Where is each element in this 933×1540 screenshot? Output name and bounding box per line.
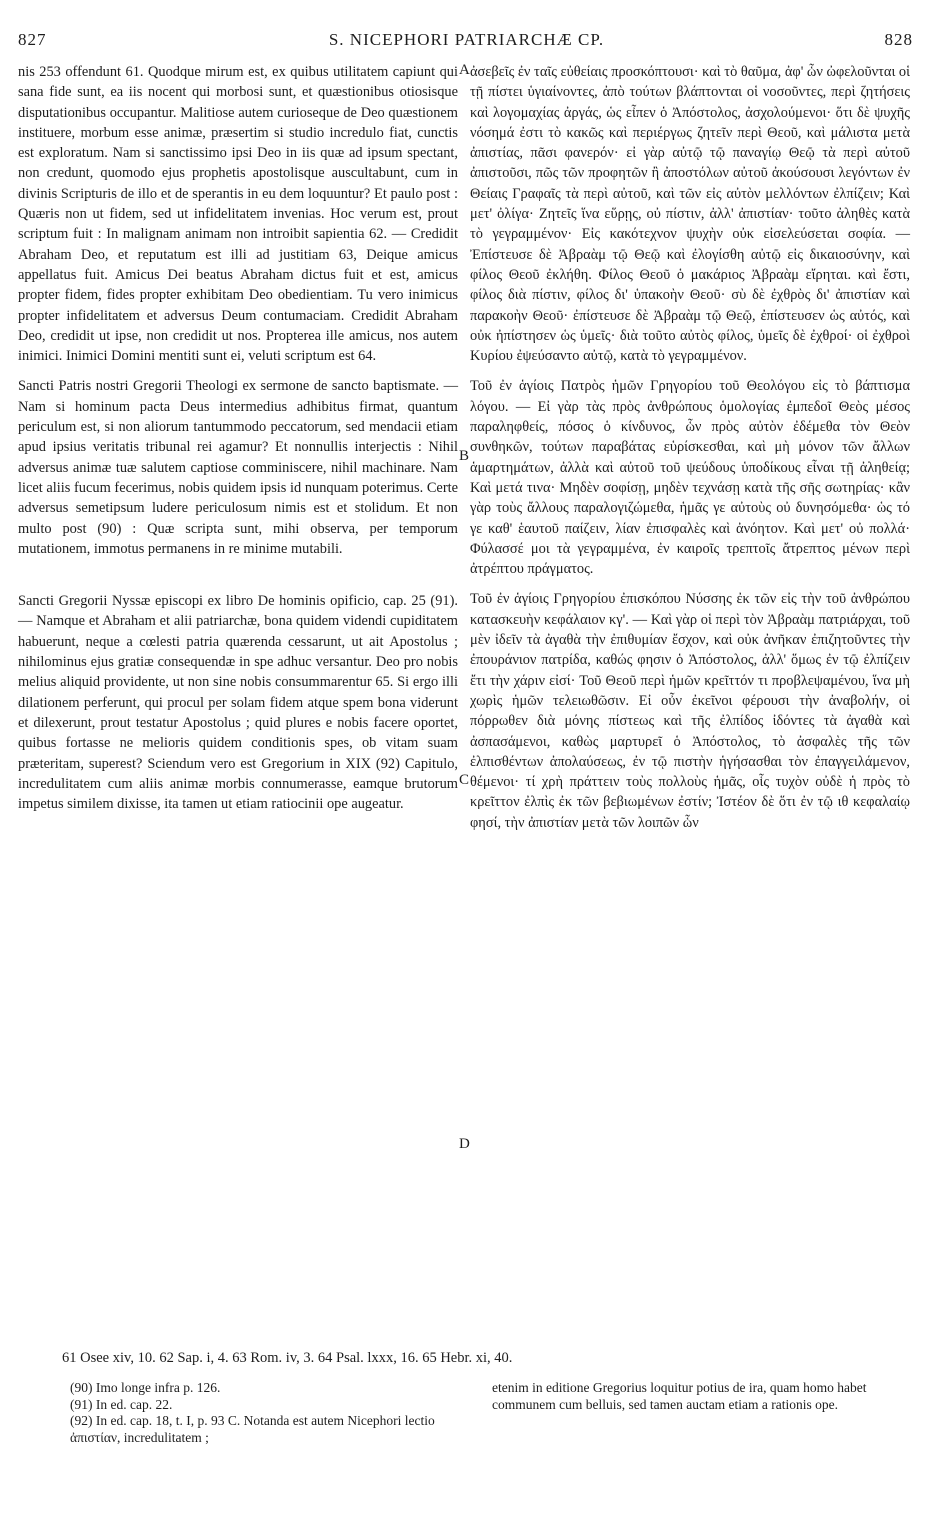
note: (91) In ed. cap. 22. — [70, 1396, 173, 1412]
scripture-references: 61 Osee xiv, 10. 62 Sap. i, 4. 63 Rom. iv, 3. 64 Psal. lxxx, 16. 65 Hebr. xi, 40. — [62, 1350, 513, 1366]
greek-column — [470, 62, 910, 833]
greek-paragraph: Τοῦ ἐν ἁγίοις Γρηγορίου ἐπισκόπου Νύσσης ἐκ τῶν εἰς τὴν τοῦ ἀνθρώπου κατασκευὴν κεφάλαιον κγ'. — Καὶ γὰρ οἱ περὶ τὸν Ἀβραὰμ πατριάρχαι, τοῦ μὲν ἰδεῖν τὰ ἀγαθὰ τὴν ἐπιθυμίαν ἔσχον, καὶ οὐκ ἀνῆκαν ἐπιζητοῦντες τὴν ἐπουράνιον πατρίδα, καθώς φησιν ὁ Ἀπόστολος, ἀλλ' ὅμως ἐν τῷ ἐλπίζειν ἔτι τὴν χάριν εἰσί· Τοῦ Θεοῦ περὶ ἡμῶν κρεῖττόν τι προβλεψαμένου, ἵνα μὴ χωρὶς ἡμῶν τελειωθῶσιν. Εἰ οὖν ἐκεῖνοι φέρουσι τὴν ἀναβολήν, οἱ πόρρωθεν διὰ μόνης πίστεως καὶ τῆς ἐλπίδος ἰδόντες τὰ ἀγαθὰ καὶ ἀσπασάμενοι, καθὼς μαρτυρεῖ ὁ Ἀπόστολος, τὸ ἀσφαλὲς τῆς τῶν ἐλπισθέντων ἀπολαύσεως, ἐν τῷ πιστὴν ἡγήσασθαι τὸν ἐπαγγειλάμενον, θέμενοι· τί χρὴ πράττειν τοὺς πολλοὺς ἡμᾶς, οἷς τυχὸν οὐδὲ ἡ πρὸς τὸ κρεῖττον ἐλπὶς ἐκ τῶν βεβιωμένων ἐστίν; Ἰστέον δὲ ὅτι ἐν τῷ ιθ κεφαλαίῳ φησί, τὴν ἀπιστίαν μετὰ τῶν λοιπῶν ὧν — [470, 591, 910, 831]
column-number-left: 827 — [18, 30, 47, 49]
margin-letter: B — [459, 448, 470, 464]
margin-letter: D — [459, 1136, 470, 1152]
note: etenim in editione Gregorius loquitur potius de ira, quam homo habet communem cum belluis, sed tamen auctam etiam a rationis ope. — [492, 1380, 867, 1412]
margin-letter: A — [459, 62, 470, 78]
latin-paragraph: nis 253 offendunt 61. Quodque mirum est, ex quibus utilitatem capiunt qui sana fide sunt, ea iis nocent qui morbosi sunt, et quæstionibus otiosisque disputationibus occupantur. Malitiose autem curioseque de Deo quæstionem instituere, morbum esse animæ, præsertim si studio incredulo fiat, cunctis est exploratum. Nam si sanctissimo ipsi Deo in iis quæ ad ipsum spectant, non credunt, quomodo ejus prophetis apostolisque auscultabunt, cum in divinis Scripturis de illo et de sperantis in eu dem loquuntur? Et paulo post : Quæris non ut fidem, sed ut infidelitatem invenias. Hoc verum est, prout scriptum fuit : In malignam animam non introibit sapientia 62. — Credidit Abraham Deo, et reputatum est illi ad justitiam 63, Deique amicus appellatus fuit. Amicus Dei beatus Abraham dictus fuit et est, amicus propter fidem, fides propter exhibitam Deo obedientiam. Tu vero inimicus propter infidelitatem et adversus Deum contumaciam. Credidit Abraham Deo, credidit ut ipse, non credidit ut nos. Propterea ille amicus, nos autem inimici. Inimici Domini mentiti sunt ei, veluti scriptum est 64. — [18, 64, 458, 365]
note: (92) In ed. cap. 18, t. I, p. 93 C. Notanda est autem Nicephori lectio ἀπιστίαν, incredulitatem ; — [70, 1413, 435, 1445]
margin-letter: C — [459, 772, 470, 788]
editorial-notes-right — [492, 1380, 902, 1413]
column-number-right: 828 — [884, 30, 913, 49]
running-header — [0, 30, 933, 54]
greek-paragraph: Τοῦ ἐν ἁγίοις Πατρὸς ἡμῶν Γρηγορίου τοῦ Θεολόγου εἰς τὸ βάπτισμα λόγου. — Εἰ γὰρ τὰς πρὸς ἀνθρώπους ὁμολογίας ἐμπεδοῖ Θεὸς μέσος παραληφθείς, πόσος ὁ κίνδυνος, ὧν πρὸς αὐτὸν ἐδέμεθα τὸν Θεὸν συνθηκῶν, τούτων παραβάτας εὑρίσκεσθαι, καὶ μὴ μόνον τῶν ἄλλων ἁμαρτημάτων, ἀλλὰ καὶ αὐτοῦ τοῦ ψεύδους ὑποδίκους εἶναι τῇ ἀληθείᾳ; Καὶ μετά τινα· Μηδὲν σοφίσῃ, μηδὲν τεχνάσῃ κατὰ τῆς σῆς σωτηρίας· κἂν γὰρ τοὺς ἄλλους παραλογιζώμεθα, ἡμᾶς γε αὐτοὺς οὐ δυνησόμεθα· ὡς τό γε καθ' ἑαυτοῦ παίζειν, λίαν ἐπισφαλὲς καὶ ἀνόητον. Καὶ μετ' οὐ πολλά· Φύλασσέ μοι τὰ γεγραμμένα, ἐν καιροῖς τρεπτοῖς ἄτρεπτος μένων περὶ ἀτρέπτου πράγματος. — [470, 378, 910, 578]
latin-paragraph: Sancti Gregorii Nyssæ episcopi ex libro De hominis opificio, cap. 25 (91). — Namque et Abraham et alii patriarchæ, bona quidem videndi cupiditatem habuerunt, neque a cœlesti patria quærenda cessarunt, ut ait Apostolus ; nihilominus ejus gratiæ consequendæ in spe adhuc versantur. Deo pro nobis melius aliquid providente, ut non sine nobis consummarentur 65. Si ergo illi dilationem perferunt, qui procul per solam fidem atque spem bona viderunt et dilexerunt, prout testatur Apostolus ; quid plures e nobis facere oportet, quibus fortasse ne melioris quidem conditionis spes, ob vitam suam præteritam, superest? Sciendum vero est Gregorium in XIX (92) Capitulo, incredulitatem cum aliis animæ morbis connumerasse, eamque brutorum impetus similem dixisse, ita tamen ut etiam ratiocinii ope augeatur. — [18, 593, 458, 813]
latin-column — [18, 62, 458, 814]
latin-paragraph: Sancti Patris nostri Gregorii Theologi ex sermone de sancto baptismate. — Nam si hominum pacta Deus intermedius adhibitus firmat, quantum periculum est, si non aliorum tantummodo peccatorum, sed mendacii etiam apud ipsius veritatis tribunal rei agamur? Et nonnullis interjectis : Nihil adversus animæ tuæ salutem captiose comminiscere, nihil machinare. Nam licet aliis fucum fecerimus, nobis quidem ipsis id nunquam poterimus. Certe adversus semetipsum ludere periculosum nimis est et stolidum. Et non multo post (90) : Quæ scripta sunt, mihi observa, per temporum mutationem, immotus permanens in re minime mutabili. — [18, 378, 458, 557]
note: (90) Imo longe infra p. 126. — [70, 1380, 221, 1395]
editorial-notes-left — [70, 1380, 470, 1446]
page-title: S. NICEPHORI PATRIARCHÆ CP. — [328, 30, 605, 49]
greek-paragraph: ἀσεβεῖς ἐν ταῖς εὐθείαις προσκόπτουσι· καὶ τὸ θαῦμα, ἀφ' ὧν ὠφελοῦνται οἱ τῇ πίστει ὑγιαίνοντες, ἀπὸ τούτων βλάπτονται οἱ νοσοῦντες, περὶ ζητήσεις καὶ λογομαχίας ἀργάς, ὡς εἶπεν ὁ Ἀπόστολος, ἀσχολούμενοι· ὅτι δὲ ψυχῆς νόσημά ἐστι τὸ κακῶς καὶ περιέργως ζητεῖν περὶ Θεοῦ, καὶ μάλιστα μετὰ ἀπιστίας, πᾶσι φανερόν· εἰ γὰρ αὐτῷ τῷ παναγίῳ Θεῷ τὰ περὶ αὐτοῦ ἀπιστοῦσι, πῶς τῶν προφητῶν ἢ ἀποστόλων αὐτοῦ ἀκούσουσι λεγόντων ἐν Θείαις Γραφαῖς τὰ περὶ αὐτοῦ, καὶ τῶν εἰς αὐτὸν μελλόντων ἐλπίζειν; Καὶ μετ' ὀλίγα· Ζητεῖς ἵνα εὕρῃς, οὐ πίστιν, ἀλλ' ἀπιστίαν· τοῦτο ἀληθὲς κατὰ τὸ γεγραμμένον· Εἰς κακότεχνον ψυχὴν οὐκ εἰσελεύσεται σοφία. — Ἐπίστευσε δὲ Ἀβραὰμ τῷ Θεῷ καὶ ἐλογίσθη αὐτῷ εἰς δικαιοσύνην, καὶ φίλος Θεοῦ ἐκλήθη. Φίλος Θεοῦ ὁ μακάριος Ἀβραὰμ εἴρηται. καὶ ἔστι, φίλος διὰ πίστιν, φίλος δι' ὑπακοὴν Θεοῦ· σὺ δὲ ἐχθρὸς δι' ἀπιστίαν καὶ παρακοὴν Θεοῦ· ἐπίστευσε δὲ Ἀβραὰμ τῷ Θεῷ, ἐπίστευσεν ὡς αὐτός, καὶ οὐκ ἠπίστησεν ὡς ὑμεῖς· διὰ τοῦτο αὐτὸς φίλος, ὑμεῖς δὲ ἐχθροί· οἱ ἐχθροὶ Κυρίου ἐψεύσαντο αὐτῷ, κατὰ τὸ γεγραμμένον. — [470, 64, 910, 365]
